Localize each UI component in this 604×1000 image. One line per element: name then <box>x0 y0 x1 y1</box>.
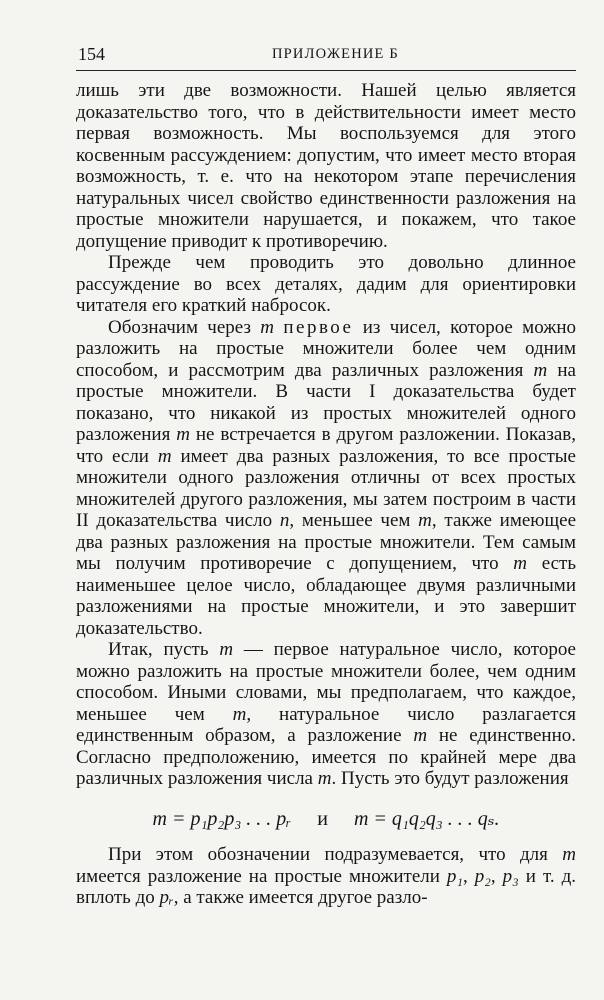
paragraph: При этом обозначении подразумевается, что для m имеется разложение на простые множители p₁, p₂, p₃ и т. д. вплоть до pᵣ, а также имеется другое разло- <box>76 844 577 908</box>
formula-and: и <box>317 808 328 830</box>
paragraph: Прежде чем проводить это довольно длинное рассуждение во всех деталях, дадим для ориентировки читателя его краткий набросок. <box>76 252 576 316</box>
running-head: ПРИЛОЖЕНИЕ Б <box>272 46 399 62</box>
paragraph: Обозначим через m первое из чисел, которое можно разложить на простые множители более чем одним способом, и рассмотрим два различных разложения m на простые множители. В части I доказательства будет показано, что никакой из простых множителей одного разложения m не встречается в другом разложении. Показав, что если m имеет два разных разложения, то все простые множители одного разложения отличны от всех простых множителей другого разложения, мы затем построим в части II доказательства число n, меньшее чем m, также имеющее два разных разложения на простые множители. Тем самым мы получим противоречие с допущением, что m есть наименьшее целое число, обладающее двумя различными разложениями на простые множители, и это завершит доказательство. <box>76 316 577 639</box>
formula-right: m = q₁q₂q₃ . . . qₛ. <box>353 808 500 830</box>
paragraph: лишь эти две возможности. Нашей целью является доказательство того, что в действительности имеет место первая возможность. Мы воспользуемся для этого косвенным рассуждением: допустим, что имеет место вторая возможность, т. е. что на некотором этапе перечисления натуральных чисел свойство единственности разложения на простые множители нарушается, и покажем, что такое допущение приводит к противоречию. <box>76 80 576 252</box>
formula <box>76 806 576 831</box>
page-header <box>76 44 576 71</box>
body-text <box>76 80 576 790</box>
body-text-continued <box>76 844 576 909</box>
formula-left: m = p₁p₂p₃ . . . pᵣ <box>152 808 292 830</box>
paragraph: Итак, пусть m — первое натуральное число, которое можно разложить на простые множители более, чем одним способом. Иными словами, мы предполагаем, что каждое, меньшее чем m, натуральное число разлагается единственным образом, а разложение m не единственно. Согласно предположению, имеется по крайней мере два различных разложения числа m. Пусть это будут разложения <box>76 639 576 789</box>
page-number: 154 <box>78 44 105 64</box>
